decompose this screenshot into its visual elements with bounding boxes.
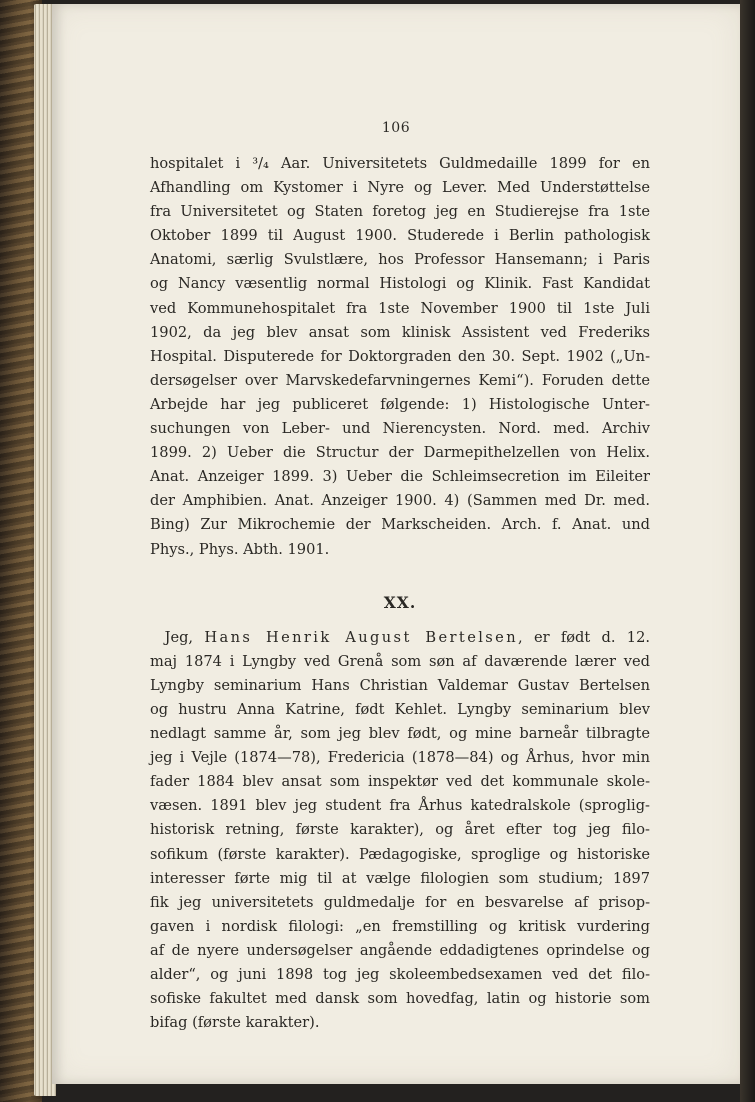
text-line: gaven i nordisk filologi: „en fremstilling og kritisk vurdering — [150, 917, 650, 935]
text-line: maj 1874 i Lyngby ved Grenå som søn af daværende lærer ved — [150, 652, 650, 670]
text-line: alder“, og juni 1898 tog jeg skoleembedsexamen ved det filo- — [150, 966, 650, 983]
text-line-first — [150, 626, 650, 650]
text-line: ved Kommunehospitalet fra 1ste November 1900 til 1ste Juli — [150, 299, 650, 317]
person-name: Hans Henrik August Bertelsen — [204, 628, 519, 646]
text-line: 1902, da jeg blev ansat som klinisk Assistent ved Frederiks — [150, 323, 650, 341]
text-line: Anatomi, særlig Svulstlære, hos Professor Hansemann; i Paris — [150, 251, 650, 269]
text-line: Bing) Zur Mikrochemie der Markscheiden. Arch. f. Anat. und — [150, 516, 650, 534]
page-number: 106 — [381, 120, 411, 136]
section-heading: XX. — [383, 592, 417, 612]
text-line: hospitalet i ³/₄ Aar. Universitetets Guldmedaille 1899 for en — [150, 155, 650, 172]
text-line: fader 1884 blev ansat som inspektør ved det kommunale skole- — [150, 773, 650, 791]
text-line: sofiske fakultet med dansk som hovedfag, latin og historie som — [150, 990, 650, 1008]
text-line: der Amphibien. Anat. Anzeiger 1900. 4) (Sammen med Dr. med. — [150, 492, 650, 510]
text-line: og hustru Anna Katrine, født Kehlet. Lyngby seminarium blev — [150, 700, 650, 718]
text-line: fra Universitetet og Staten foretog jeg en Studierejse fra 1ste — [150, 203, 650, 221]
text-line: af de nyere undersøgelser angående eddadigtenes oprindelse og — [150, 941, 650, 959]
paragraph-section-2 — [150, 626, 650, 1036]
text-line: Afhandling om Kystomer i Nyre og Lever. Med Understøttelse — [150, 179, 650, 197]
text-line: Phys., Phys. Abth. 1901. — [150, 540, 330, 558]
first-line-suffix: , er født d. 12. — [518, 628, 650, 646]
text-line: 1899. 2) Ueber die Structur der Darmepithelzellen von Helix. — [150, 444, 650, 462]
text-line: interesser førte mig til at vælge filologien som studium; 1897 — [150, 869, 650, 887]
right-edge — [740, 0, 755, 1102]
text-line: Oktober 1899 til August 1900. Studerede i Berlin pathologisk — [150, 227, 650, 245]
text-line: Lyngby seminarium Hans Christian Valdemar Gustav Bertelsen — [150, 676, 650, 694]
text-line: bifag (første karakter). — [150, 1014, 320, 1032]
text-block — [150, 152, 650, 1035]
text-line: suchungen von Leber- und Nierencysten. Nord. med. Archiv — [150, 420, 650, 438]
text-line: Anat. Anzeiger 1899. 3) Ueber die Schleimsecretion im Eileiter — [150, 468, 650, 486]
text-line: nedlagt samme år, som jeg blev født, og mine barneår tilbragte — [150, 725, 650, 743]
text-line: historisk retning, første karakter), og året efter tog jeg filo- — [150, 821, 650, 839]
text-line: dersøgelser over Marvskedefarvningernes Kemi“). Foruden dette — [150, 371, 650, 389]
text-line: og Nancy væsentlig normal Histologi og Klinik. Fast Kandidat — [150, 275, 650, 293]
text-line: fik jeg universitetets guldmedalje for en besvarelse af prisop- — [150, 893, 650, 911]
text-line: væsen. 1891 blev jeg student fra Århus katedralskole (sproglig- — [150, 797, 650, 815]
text-line: Arbejde har jeg publiceret følgende: 1) Histologische Unter- — [150, 395, 650, 413]
text-line: sofikum (første karakter). Pædagogiske, sproglige og historiske — [150, 845, 650, 863]
text-line: jeg i Vejle (1874—78), Fredericia (1878—84) og Århus, hvor min — [150, 749, 650, 767]
text-line: Hospital. Disputerede for Doktorgraden den 30. Sept. 1902 („Un- — [150, 347, 650, 365]
first-line-prefix: Jeg, — [164, 628, 205, 646]
paragraph-section-1 — [150, 152, 650, 562]
